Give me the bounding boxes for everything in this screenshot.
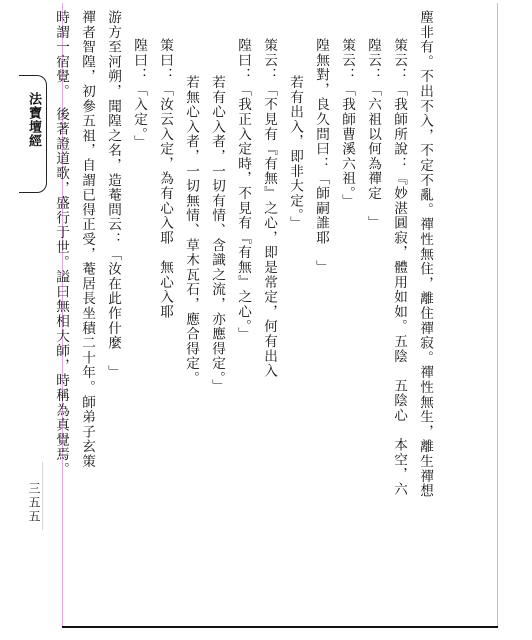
text-column: 策云：「我師所說：『妙湛圓寂，體用如如。五陰 五陰心 本空，六 bbox=[391, 38, 407, 497]
text-column: 若有心入者，一切有情、含識之流，亦應得定。」 bbox=[209, 75, 225, 394]
text-column: 隍曰：「我正入定時，不見有『有無』之心。」 bbox=[235, 38, 251, 342]
text-column: 策云：「我師曹溪六祖。」 bbox=[339, 38, 355, 209]
text-column: 禪者智隍，初參五祖，自謂已得正受，菴居長坐積二十年。師弟子玄策 bbox=[79, 10, 95, 469]
bottom-rule bbox=[62, 626, 498, 628]
book-title: 法寶壇經 bbox=[26, 92, 41, 148]
text-column: 隍無對，良久問曰：「師嗣誰耶 」 bbox=[313, 38, 329, 275]
page-number: 三五五 bbox=[27, 482, 41, 524]
text-column: 塵非有。不出不入，不定不亂。禪性無住，離住禪寂。禪性無生，離生禪想 bbox=[417, 10, 433, 499]
text-column: 策云：「不見有『有無』之心，即是常定，何有出入 bbox=[261, 38, 277, 379]
text-column: 若有出入，即非大定。」 bbox=[287, 75, 303, 231]
text-column: 策曰：「汝云入定，為有心入耶 無心入耶 bbox=[157, 38, 173, 320]
text-column: 隍曰：「入定。」 bbox=[131, 38, 147, 150]
text-column: 隍云：「六祖以何為禪定 」 bbox=[365, 38, 381, 231]
text-column: 游方至河朔，聞隍之名，造菴問云：「汝在此作什麼 」 bbox=[105, 10, 121, 380]
text-column: 時謂一宿覺。 後著證道歌，盛行于世。謚曰無相大師，時稱為真覺焉。 bbox=[53, 10, 69, 477]
text-column: 若無心入者，一切無情、草木瓦石，應合得定。 bbox=[183, 75, 199, 386]
